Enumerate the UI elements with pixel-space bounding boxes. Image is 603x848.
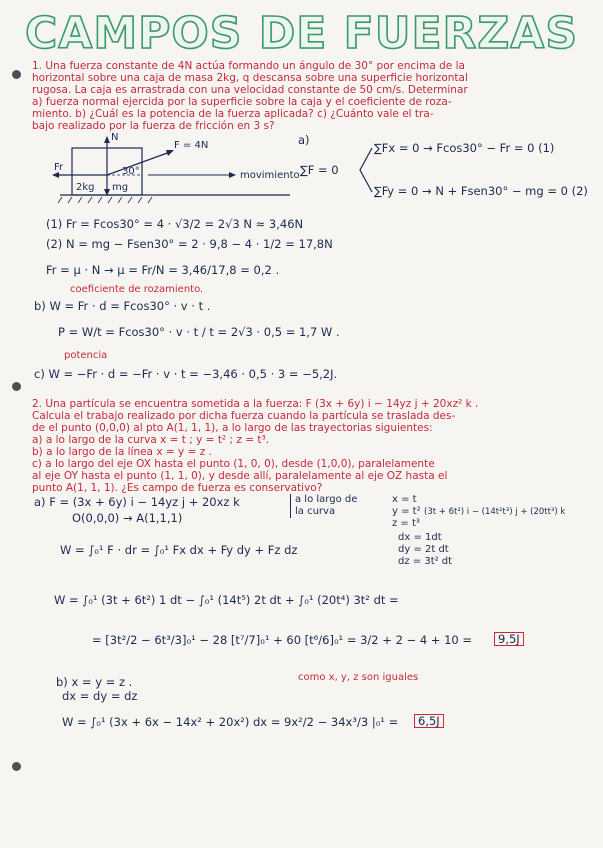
diagram-label-angle: 30° (122, 166, 140, 177)
diagram-label-mass: 2kg (76, 182, 95, 193)
p1-line-4: a) fuerza normal ejercida por la superficie sobre la caja y el coeficiente de roza- (32, 96, 452, 108)
sol2-a-path: O(0,0,0) → A(1,1,1) (72, 511, 183, 525)
sys-fy-eq: ∑Fy = 0 → N + Fsen30° − mg = 0 (2) (374, 184, 588, 198)
sol2-b-answer: 6,5J (414, 714, 444, 728)
sol2-b-differentials: dx = dy = dz (62, 689, 138, 703)
p2-line-7: al eje OY hasta el punto (1, 1, 0), y desde allí, paralelamente al eje OZ hasta el (32, 470, 448, 482)
sol2-f-param: (3t + 6t²) i − (14t²t³) j + (20tt³) k (424, 507, 566, 517)
sol2-work-answer: 9,5J (494, 632, 524, 646)
sol2-dy: dy = 2t dt (398, 544, 449, 555)
sol2-a-force: a) F = (3x + 6y) i − 14yz j + 20xz k (34, 495, 240, 509)
sys-a-label: a) (298, 133, 310, 147)
sol2-param-z: z = t³ (392, 518, 420, 529)
sol1-note-coef: coeficiente de rozamiento. (70, 284, 204, 295)
p1-line-2: horizontal sobre una caja de masa 2kg, q descansa sobre una superficie horizontal (32, 72, 468, 84)
sol2-dx: dx = 1dt (398, 532, 442, 543)
sol1-eq-4: b) W = Fr · d = Fcos30° · v · t . (34, 299, 211, 313)
sol1-eq-3: Fr = μ · N → μ = Fr/N = 3,46/17,8 = 0,2 . (46, 263, 280, 277)
binder-hole (12, 70, 21, 79)
diagram-label-fr: Fr (54, 162, 64, 173)
p2-line-4: a) a lo largo de la curva x = t ; y = t² ; z = t³. (32, 434, 270, 446)
p2-line-3: de el punto (0,0,0) al pto A(1, 1, 1), a lo largo de las trayectorias siguientes: (32, 422, 433, 434)
page-title: CAMPOS DE FUERZAS (24, 8, 579, 59)
diagram-label-mg: mg (112, 182, 129, 193)
sol2-curve-note: a lo largo de la curva (290, 494, 363, 518)
sol1-note-power: potencia (64, 350, 108, 361)
sol2-work-result: = [3t²/2 − 6t³/3]₀¹ − 28 [t⁷/7]₀¹ + 60 [t⁶/6]₀¹ = 3/2 + 2 − 4 + 10 = (92, 633, 473, 647)
diagram-label-f: F = 4N (174, 140, 209, 151)
sys-sum-f: ∑F = 0 (300, 163, 339, 177)
p2-line-8: punto A(1, 1, 1). ¿Es campo de fuerza es conservativo? (32, 482, 323, 494)
sol2-b-work: W = ∫₀¹ (3x + 6x − 14x² + 20x²) dx = 9x²/2 − 34x³/3 |₀¹ = (62, 715, 399, 729)
sol2-b-line: b) x = y = z . (56, 675, 133, 689)
sol1-eq-2: (2) N = mg − Fsen30° = 2 · 9,8 − 4 · 1/2 = 17,8N (46, 237, 333, 251)
sol1-eq-6: c) W = −Fr · d = −Fr · v · t = −3,46 · 0,5 · 3 = −5,2J. (34, 367, 338, 381)
sol2-dz: dz = 3t² dt (398, 556, 453, 567)
p1-line-6: bajo realizado por la fuerza de fricción en 3 s? (32, 120, 275, 132)
sol2-work-sum: W = ∫₀¹ (3t + 6t²) 1 dt − ∫₀¹ (14t⁵) 2t dt + ∫₀¹ (20t⁴) 3t² dt = (54, 593, 399, 607)
sol2-b-note: como x, y, z son iguales (298, 672, 419, 683)
p1-line-1: 1. Una fuerza constante de 4N actúa formando un ángulo de 30° por encima de la (32, 60, 465, 72)
sol1-eq-5: P = W/t = Fcos30° · v · t / t = 2√3 · 0,5 = 1,7 W . (58, 325, 340, 339)
sys-fx-eq: ∑Fx = 0 → Fcos30° − Fr = 0 (1) (374, 141, 555, 155)
sol2-param-x: x = t (392, 494, 417, 505)
diagram-label-n: N (111, 132, 119, 143)
p2-line-6: c) a lo largo del eje OX hasta el punto (1, 0, 0), desde (1,0,0), paralelamente (32, 458, 435, 470)
sol2-param-y: y = t² (392, 506, 421, 517)
sol2-work-integral: W = ∫₀¹ F · dr = ∫₀¹ Fx dx + Fy dy + Fz dz (60, 543, 298, 557)
p2-line-2: Calcula el trabajo realizado por dicha fuerza cuando la partícula se traslada des- (32, 410, 456, 422)
sol1-eq-1: (1) Fr = Fcos30° = 4 · √3/2 = 2√3 N ≈ 3,46N (46, 217, 304, 231)
p1-line-5: miento. b) ¿Cuál es la potencia de la fuerza aplicada? c) ¿Cuánto vale el tra- (32, 108, 434, 120)
p2-line-1: 2. Una partícula se encuentra sometida a la fuerza: F (3x + 6y) i − 14yz j + 20xz² k . (32, 398, 479, 410)
p2-line-5: b) a lo largo de la línea x = y = z . (32, 446, 212, 458)
p1-line-3: rugosa. La caja es arrastrada con una velocidad constante de 50 cm/s. Determinar (32, 84, 468, 96)
binder-hole (12, 382, 21, 391)
diagram-label-motion: movimiento (240, 170, 300, 181)
binder-hole (12, 762, 21, 771)
